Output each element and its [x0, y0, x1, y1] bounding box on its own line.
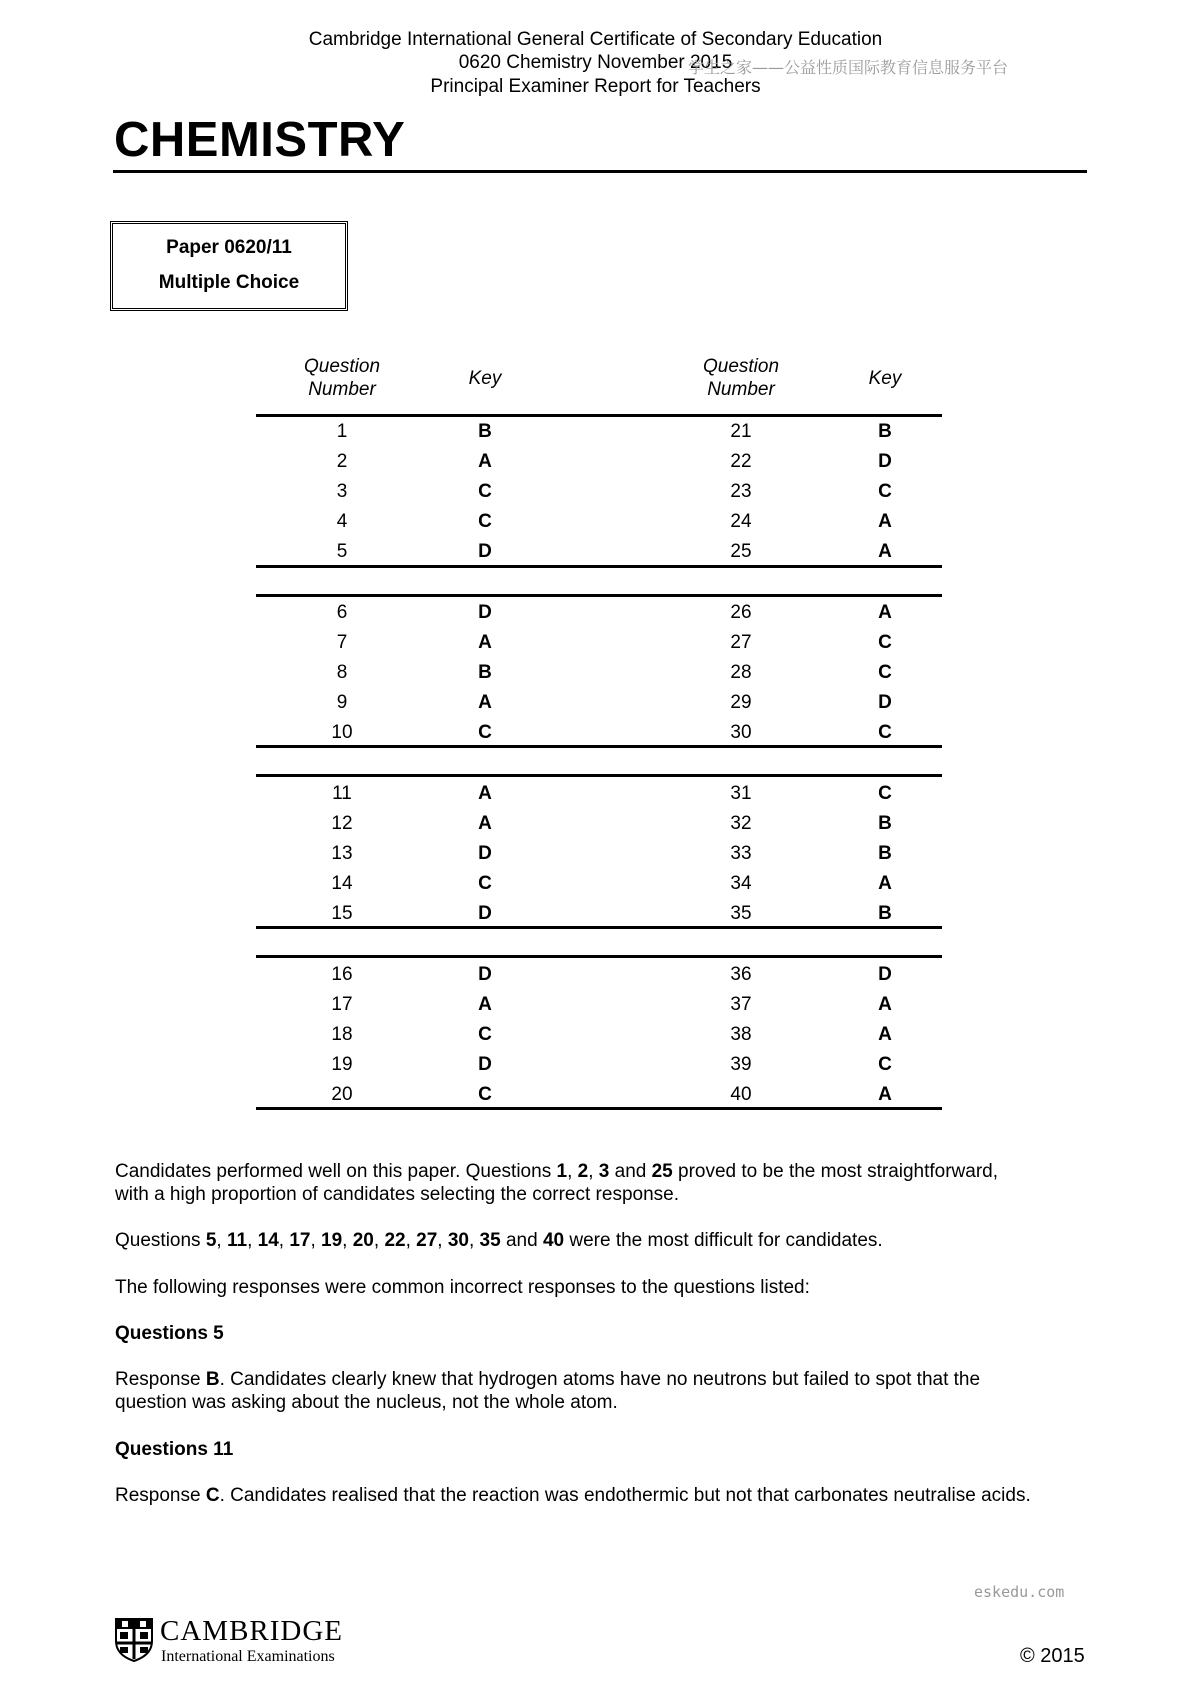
paragraph-summary	[115, 1160, 1095, 1206]
col-header-question-right-line1: Question	[702, 356, 780, 377]
question-number-cell: 22	[730, 451, 752, 472]
paragraph-q11	[115, 1484, 1095, 1507]
answer-key-cell: B	[478, 421, 492, 442]
section-heading-q5: Questions 5	[115, 1323, 224, 1344]
header-line-2: 0620 Chemistry November 2015	[458, 52, 733, 73]
col-header-question-left-line2: Number	[308, 379, 376, 400]
title-divider	[113, 170, 1087, 173]
paper-type: Multiple Choice	[158, 272, 300, 293]
text-run: 40	[542, 1230, 565, 1251]
answer-key-cell: C	[878, 662, 892, 683]
question-number-cell: 14	[331, 873, 353, 894]
question-number-cell: 8	[336, 662, 348, 683]
answer-key-cell: C	[478, 511, 492, 532]
answer-key-cell: A	[878, 602, 892, 623]
text-run: 14	[257, 1230, 279, 1251]
question-number-cell: 24	[730, 511, 752, 532]
col-header-question-right	[681, 355, 801, 401]
question-number-cell: 33	[730, 843, 752, 864]
table-rule	[256, 955, 942, 958]
text-run: ,	[342, 1230, 353, 1251]
text-run: 1	[556, 1161, 568, 1182]
text-run: ,	[278, 1230, 290, 1251]
answer-key-cell: A	[878, 873, 892, 894]
text-run: ,	[247, 1230, 258, 1251]
text-run: 35	[479, 1230, 501, 1251]
text-run: ,	[405, 1230, 417, 1251]
col-header-key-left: Key	[468, 368, 502, 389]
text-run: proved to be the most straightforward,	[672, 1161, 999, 1182]
question-number-cell: 34	[730, 873, 752, 894]
question-number-cell: 35	[730, 903, 752, 924]
answer-key-cell: D	[878, 451, 892, 472]
question-number-cell: 32	[730, 813, 752, 834]
header-line-3: Principal Examiner Report for Teachers	[430, 76, 761, 97]
text-run: Questions	[115, 1230, 206, 1251]
question-number-cell: 13	[331, 843, 353, 864]
paragraph-difficult	[115, 1229, 1095, 1252]
question-number-cell: 6	[336, 602, 348, 623]
answer-key-cell: A	[478, 783, 492, 804]
paper-code: Paper 0620/11	[166, 237, 292, 258]
text-run: ,	[468, 1230, 480, 1251]
answer-key-cell: B	[478, 662, 492, 683]
paragraph-q5	[115, 1368, 1095, 1414]
answer-key-cell: A	[478, 632, 492, 653]
col-header-question-left	[282, 355, 402, 401]
question-number-cell: 28	[730, 662, 752, 683]
watermark-url: eskedu.com	[974, 1583, 1065, 1601]
question-number-cell: 5	[336, 541, 348, 562]
question-number-cell: 9	[336, 692, 348, 713]
question-number-cell: 26	[730, 602, 752, 623]
answer-key-cell: C	[478, 481, 492, 502]
answer-key-cell: B	[878, 813, 892, 834]
question-number-cell: 23	[730, 481, 752, 502]
answer-key-cell: C	[878, 783, 892, 804]
answer-key-cell: C	[478, 873, 492, 894]
answer-key-cell: A	[878, 511, 892, 532]
question-number-cell: 18	[331, 1024, 353, 1045]
text-run: ,	[567, 1161, 578, 1182]
question-number-cell: 20	[331, 1084, 353, 1105]
question-number-cell: 19	[331, 1054, 353, 1075]
cambridge-logo	[114, 1617, 414, 1667]
paper-box	[110, 221, 348, 311]
text-run: ,	[588, 1161, 599, 1182]
text-run: 17	[289, 1230, 311, 1251]
text-run: 30	[447, 1230, 469, 1251]
answer-key-cell: D	[478, 964, 492, 985]
section-heading-q11: Questions 11	[115, 1439, 234, 1460]
answer-key-cell: D	[478, 1054, 492, 1075]
question-number-cell: 25	[730, 541, 752, 562]
answer-key-cell: D	[878, 692, 892, 713]
question-number-cell: 15	[331, 903, 353, 924]
answer-key-cell: D	[478, 541, 492, 562]
answer-key-cell: C	[878, 632, 892, 653]
text-run: . Candidates realised that the reaction was endothermic but not that carbonates neutralise acids.	[219, 1485, 1031, 1506]
answer-key-cell: D	[478, 843, 492, 864]
question-number-cell: 38	[730, 1024, 752, 1045]
question-number-cell: 3	[336, 481, 348, 502]
answer-key-cell: C	[478, 1084, 492, 1105]
text-run: C	[205, 1485, 220, 1506]
text-run: question was asking about the nucleus, not the whole atom.	[115, 1392, 618, 1413]
question-number-cell: 12	[331, 813, 353, 834]
text-run: ,	[373, 1230, 385, 1251]
table-rule	[256, 414, 942, 417]
answer-key-cell: B	[878, 843, 892, 864]
header-line-1: Cambridge International General Certificate of Secondary Education	[308, 29, 883, 50]
question-number-cell: 4	[336, 511, 348, 532]
text-run: and	[609, 1161, 652, 1182]
answer-key-cell: A	[878, 1084, 892, 1105]
answer-key-cell: C	[878, 722, 892, 743]
text-run: . Candidates clearly knew that hydrogen atoms have no neutrons but failed to spot that the	[219, 1369, 981, 1390]
table-rule	[256, 1107, 942, 1110]
answer-key-cell: A	[478, 813, 492, 834]
text-run: The following responses were common incorrect responses to the questions listed:	[115, 1277, 810, 1298]
answer-key-cell: B	[878, 421, 892, 442]
text-run: 22	[384, 1230, 406, 1251]
answer-key-cell: B	[878, 903, 892, 924]
question-number-cell: 10	[331, 722, 353, 743]
question-number-cell: 29	[730, 692, 752, 713]
text-run: 11	[226, 1230, 248, 1251]
col-header-question-left-line1: Question	[303, 356, 381, 377]
answer-key-cell: C	[878, 1054, 892, 1075]
text-run: 5	[205, 1230, 217, 1251]
answer-key-cell: A	[878, 994, 892, 1015]
text-run: Response	[115, 1369, 206, 1390]
text-run: 25	[651, 1161, 673, 1182]
question-number-cell: 36	[730, 964, 752, 985]
crest-icon	[114, 1617, 154, 1663]
table-rule	[256, 745, 942, 748]
question-number-cell: 1	[336, 421, 348, 442]
question-number-cell: 39	[730, 1054, 752, 1075]
question-number-cell: 17	[331, 994, 353, 1015]
question-number-cell: 11	[332, 783, 352, 804]
answer-key-cell: A	[478, 994, 492, 1015]
copyright: © 2015	[1020, 1645, 1085, 1667]
text-run: with a high proportion of candidates selecting the correct response.	[115, 1184, 679, 1205]
question-number-cell: 16	[331, 964, 353, 985]
answer-key-cell: A	[478, 451, 492, 472]
text-run: Response	[115, 1485, 206, 1506]
question-number-cell: 21	[730, 421, 752, 442]
answer-key-cell: D	[878, 964, 892, 985]
text-run: were the most difficult for candidates.	[564, 1230, 883, 1251]
answer-key-cell: A	[478, 692, 492, 713]
question-number-cell: 27	[730, 632, 752, 653]
answer-key-cell: C	[478, 1024, 492, 1045]
text-run: ,	[437, 1230, 448, 1251]
paragraph-intro-responses	[115, 1276, 1095, 1299]
table-rule	[256, 774, 942, 777]
text-run: 27	[416, 1230, 438, 1251]
logo-subtitle: International Examinations	[161, 1648, 335, 1665]
text-run: and	[500, 1230, 543, 1251]
answer-key-cell: D	[478, 903, 492, 924]
text-run: Candidates performed well on this paper. Questions	[115, 1161, 557, 1182]
answer-key-cell: C	[478, 722, 492, 743]
question-number-cell: 2	[336, 451, 348, 472]
text-run: 2	[577, 1161, 589, 1182]
answer-key-cell: A	[878, 541, 892, 562]
text-run: 20	[352, 1230, 374, 1251]
col-header-question-right-line2: Number	[707, 379, 775, 400]
text-run: ,	[216, 1230, 227, 1251]
answer-key-cell: D	[478, 602, 492, 623]
table-rule	[256, 594, 942, 597]
text-run: 19	[321, 1230, 343, 1251]
text-run: B	[205, 1369, 220, 1390]
answer-key-cell: A	[878, 1024, 892, 1045]
answer-key-cell: C	[878, 481, 892, 502]
text-run: ,	[310, 1230, 322, 1251]
table-rule	[256, 926, 942, 929]
text-run: 3	[598, 1161, 610, 1182]
logo-brand: CAMBRIDGE	[160, 1615, 344, 1647]
question-number-cell: 31	[730, 783, 752, 804]
question-number-cell: 37	[730, 994, 752, 1015]
question-number-cell: 30	[730, 722, 752, 743]
watermark-text: 学生之家——公益性质国际教育信息服务平台	[688, 58, 1009, 77]
question-number-cell: 40	[730, 1084, 752, 1105]
page-title: CHEMISTRY	[114, 113, 406, 167]
col-header-key-right: Key	[868, 368, 902, 389]
table-rule	[256, 565, 942, 568]
question-number-cell: 7	[336, 632, 348, 653]
